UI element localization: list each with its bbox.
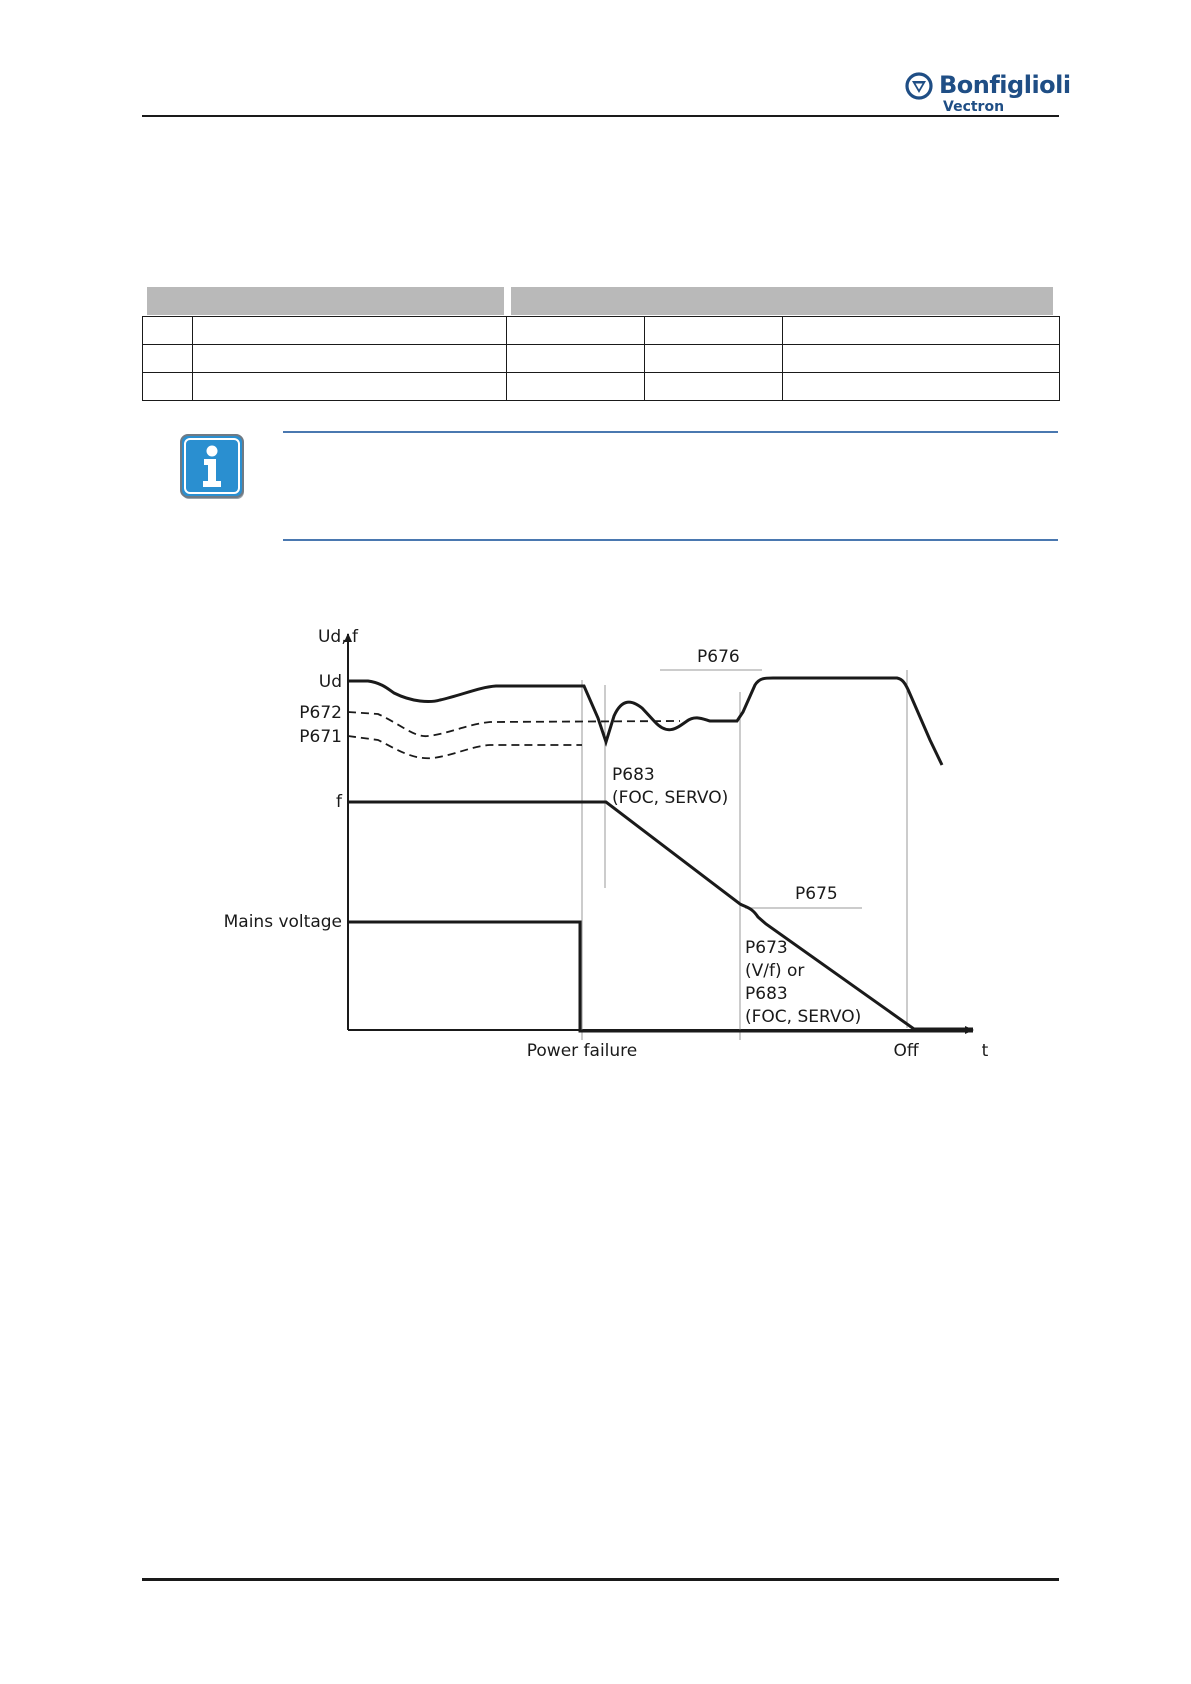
brand-subtitle: Vectron [943,99,1005,115]
table-row [143,373,1060,401]
off-label: Off [893,1041,919,1061]
foc-servo-label: (FOC, SERVO) [612,788,729,808]
p676-label: P676 [697,647,740,667]
table-cell [193,373,507,401]
footer-divider [142,1578,1059,1581]
table-cell [645,317,783,345]
table-row [143,317,1060,345]
p672-label: P672 [299,703,342,723]
table-cell [783,317,1060,345]
p675-label: P675 [795,884,838,904]
foc-servo-label-2: (FOC, SERVO) [745,1007,862,1027]
p671-label: P671 [299,727,342,747]
p683-label: P683 [612,765,655,785]
table-header [147,287,1053,315]
table-cell [507,373,645,401]
table-cell [645,373,783,401]
p673-label: P673 [745,938,788,958]
table-cell [193,345,507,373]
y-axis-label: Ud, f [317,627,359,647]
parameter-table [142,316,1060,401]
p672-threshold-curve [348,712,680,736]
note-divider-bottom [283,539,1058,541]
mains-voltage-curve [348,922,973,1031]
brand-name: Bonfiglioli [939,71,1071,99]
p683-label-2: P683 [745,984,788,1004]
table-row [143,345,1060,373]
table-header-cell [147,287,504,315]
power-failure-label: Power failure [526,1041,638,1061]
header-divider [142,115,1059,117]
table-cell [143,345,193,373]
f-label: f [336,792,342,812]
table-cell [143,373,193,401]
table-cell [143,317,193,345]
bonfiglioli-logo-icon [905,72,933,100]
p671-threshold-curve [348,736,582,758]
table-cell [645,345,783,373]
frequency-curve [348,802,973,1029]
table-cell [783,345,1060,373]
vf-or-label: (V/f) or [745,961,805,981]
x-axis-label: t [981,1041,989,1061]
brand-logo [905,70,1071,116]
note-divider-top [283,431,1058,433]
ud-label: Ud [318,672,342,692]
info-icon [180,434,246,500]
table-cell [507,317,645,345]
table-cell [507,345,645,373]
mains-voltage-label: Mains voltage [223,912,342,932]
table-cell [193,317,507,345]
power-failure-timing-diagram [200,590,1000,1070]
table-header-cell [511,287,1053,315]
table-cell [783,373,1060,401]
